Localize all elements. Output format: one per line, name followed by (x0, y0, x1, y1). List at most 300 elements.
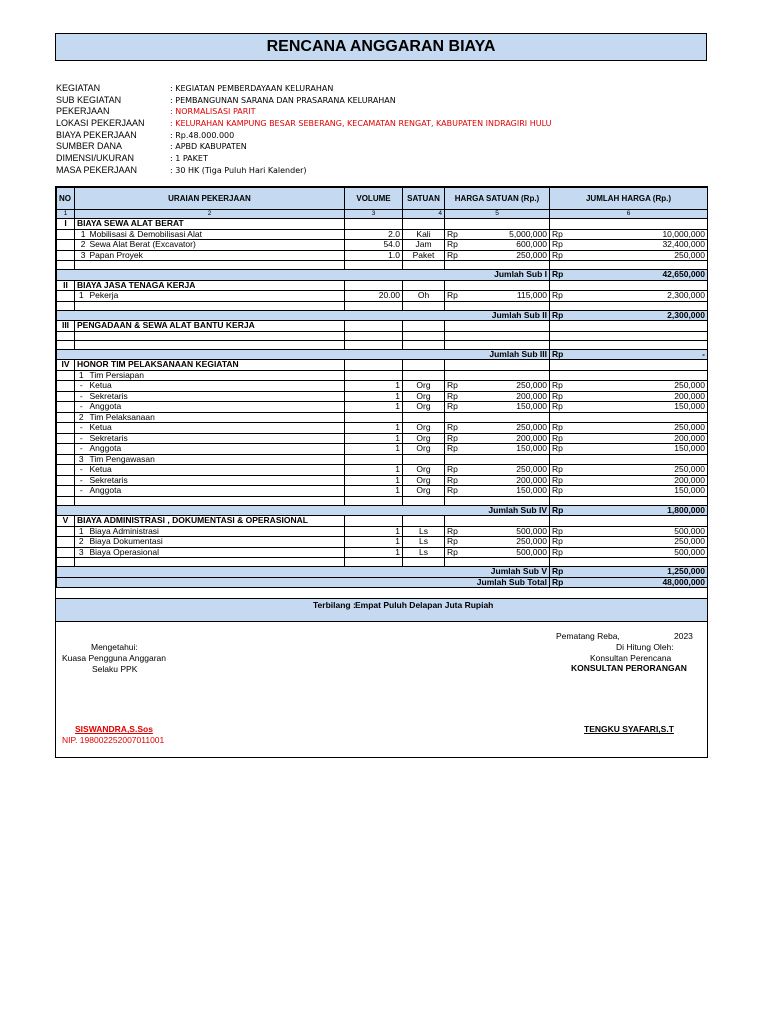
item-description: Biaya Dokumentasi (88, 537, 345, 548)
item-unit-price: 250,000 (465, 465, 550, 476)
item-row (57, 229, 708, 240)
item-total: 500,000 (568, 547, 708, 558)
item-unit-price: 500,000 (465, 526, 550, 537)
table-cell (445, 558, 465, 567)
info-value: : 30 HK (Tiga Puluh Hari Kalender) (170, 165, 307, 175)
blank-row (57, 301, 708, 310)
item-description: Sewa Alat Berat (Excavator) (88, 240, 345, 251)
item-description: Ketua (88, 381, 345, 392)
table-cell (57, 301, 75, 310)
group-index: 2 (75, 412, 88, 423)
table-cell (403, 261, 445, 270)
currency-label: Rp (550, 505, 568, 516)
table-cell (57, 402, 75, 413)
table-cell (403, 340, 445, 349)
item-description: Pekerja (88, 291, 345, 302)
item-unit: Org (403, 391, 445, 402)
item-description: Sekretaris (88, 433, 345, 444)
item-unit-price: 150,000 (465, 486, 550, 497)
terbilang-row (56, 598, 707, 622)
section-number: II (57, 280, 75, 291)
table-cell (550, 340, 568, 349)
table-cell (550, 219, 568, 230)
item-row (57, 433, 708, 444)
currency-label: Rp (445, 475, 465, 486)
col-number: 2 (75, 210, 345, 219)
table-cell (345, 261, 403, 270)
table-cell (568, 370, 708, 381)
item-unit: Org (403, 465, 445, 476)
item-volume: 1 (345, 475, 403, 486)
table-cell (403, 496, 445, 505)
item-index: - (75, 475, 88, 486)
subtotal-value: 1,800,000 (568, 505, 708, 516)
table-cell (75, 331, 345, 340)
item-total: 250,000 (568, 423, 708, 434)
table-cell (403, 321, 445, 332)
table-cell (403, 280, 445, 291)
blank-row (57, 496, 708, 505)
table-cell (403, 516, 445, 527)
subtotal-row (57, 349, 708, 360)
item-row (57, 465, 708, 476)
item-description: Sekretaris (88, 391, 345, 402)
item-unit: Oh (403, 291, 445, 302)
table-cell (57, 496, 75, 505)
item-unit: Org (403, 444, 445, 455)
item-unit: Org (403, 402, 445, 413)
info-row (56, 165, 696, 177)
table-cell (568, 496, 708, 505)
info-value: : APBD KABUPATEN (170, 142, 247, 152)
signature-right-name: TENGKU SYAFARI,S.T (584, 724, 674, 734)
table-cell (550, 454, 568, 465)
table-cell (465, 412, 550, 423)
table-cell (568, 360, 708, 371)
table-cell (75, 340, 345, 349)
item-row (57, 444, 708, 455)
currency-label: Rp (550, 423, 568, 434)
table-cell (403, 558, 445, 567)
table-cell (465, 370, 550, 381)
item-total: 200,000 (568, 433, 708, 444)
table-cell (550, 321, 568, 332)
currency-label: Rp (445, 465, 465, 476)
table-cell (345, 301, 403, 310)
item-row (57, 547, 708, 558)
table-cell (445, 496, 465, 505)
table-cell (568, 412, 708, 423)
table-cell (345, 340, 403, 349)
table-cell (465, 301, 550, 310)
table-cell (345, 516, 403, 527)
project-info (56, 83, 696, 177)
subtotal-label: Jumlah Sub V (57, 567, 550, 578)
table-cell (57, 486, 75, 497)
item-row (57, 423, 708, 434)
currency-label: Rp (550, 250, 568, 261)
item-unit-price: 150,000 (465, 444, 550, 455)
section-title: HONOR TIM PELAKSANAAN KEGIATAN (75, 360, 345, 371)
table-cell (403, 454, 445, 465)
subtotal-row (57, 577, 708, 588)
item-unit-price: 250,000 (465, 381, 550, 392)
table-cell (465, 516, 550, 527)
subtotal-value: 42,650,000 (568, 270, 708, 281)
table-cell (445, 321, 465, 332)
table-cell (445, 219, 465, 230)
item-description: Anggota (88, 486, 345, 497)
group-index: 1 (75, 370, 88, 381)
item-description: Biaya Administrasi (88, 526, 345, 537)
table-cell (57, 412, 75, 423)
table-cell (465, 261, 550, 270)
table-cell (445, 280, 465, 291)
info-label: BIAYA PEKERJAAN (56, 129, 137, 140)
table-cell (345, 331, 403, 340)
table-cell (550, 360, 568, 371)
section-row (57, 280, 708, 291)
header-satuan: SATUAN (403, 188, 445, 210)
section-number: III (57, 321, 75, 332)
item-row (57, 391, 708, 402)
item-row (57, 250, 708, 261)
item-total: 250,000 (568, 537, 708, 548)
table-cell (445, 331, 465, 340)
item-row (57, 381, 708, 392)
subtotal-label: Jumlah Sub III (57, 349, 550, 360)
currency-label: Rp (550, 240, 568, 251)
table-cell (465, 280, 550, 291)
currency-label: Rp (445, 423, 465, 434)
table-cell (403, 412, 445, 423)
table-cell (465, 558, 550, 567)
item-index: 2 (75, 240, 88, 251)
item-row (57, 240, 708, 251)
table-cell (345, 321, 403, 332)
currency-label: Rp (550, 270, 568, 281)
table-cell (345, 219, 403, 230)
table-cell (57, 465, 75, 476)
section-row (57, 516, 708, 527)
table-cell (57, 340, 75, 349)
item-volume: 1 (345, 537, 403, 548)
table-cell (550, 301, 568, 310)
subtotal-row (57, 505, 708, 516)
table-cell (57, 240, 75, 251)
item-volume: 1 (345, 391, 403, 402)
signature-left-line3: Selaku PPK (92, 664, 138, 674)
section-title: BIAYA JASA TENAGA KERJA (75, 280, 345, 291)
terbilang-value: Empat Puluh Delapan Juta Rupiah (355, 600, 494, 610)
signature-right-year: 2023 (674, 631, 693, 641)
group-title: Tim Persiapan (88, 370, 345, 381)
subtotal-value: - (568, 349, 708, 360)
item-unit-price: 200,000 (465, 391, 550, 402)
item-volume: 1 (345, 526, 403, 537)
subtotal-row (57, 567, 708, 578)
header-harga: HARGA SATUAN (Rp.) (445, 188, 550, 210)
currency-label: Rp (445, 402, 465, 413)
table-cell (445, 516, 465, 527)
item-index: 3 (75, 547, 88, 558)
section-number: IV (57, 360, 75, 371)
currency-label: Rp (550, 465, 568, 476)
document-title: RENCANA ANGGARAN BIAYA (55, 33, 707, 61)
group-row (57, 454, 708, 465)
table-cell (465, 321, 550, 332)
item-total: 150,000 (568, 402, 708, 413)
header-no: NO (57, 188, 75, 210)
header-jumlah: JUMLAH HARGA (Rp.) (550, 188, 708, 210)
table-cell (403, 360, 445, 371)
item-description: Mobilisasi & Demobilisasi Alat (88, 229, 345, 240)
budget-table-container (55, 186, 708, 758)
table-cell (57, 444, 75, 455)
currency-label: Rp (550, 349, 568, 360)
table-cell (75, 496, 345, 505)
info-value: : Rp.48.000.000 (170, 130, 235, 140)
item-total: 200,000 (568, 475, 708, 486)
currency-label: Rp (445, 229, 465, 240)
info-label: MASA PEKERJAAN (56, 164, 138, 175)
table-cell (465, 331, 550, 340)
subtotal-label: Jumlah Sub I (57, 270, 550, 281)
currency-label: Rp (550, 229, 568, 240)
info-value: : NORMALISASI PARIT (170, 107, 256, 117)
currency-label: Rp (550, 475, 568, 486)
item-total: 10,000,000 (568, 229, 708, 240)
table-cell (568, 331, 708, 340)
table-cell (568, 261, 708, 270)
info-row (56, 141, 696, 153)
item-unit: Ls (403, 537, 445, 548)
subtotal-label: Jumlah Sub Total (57, 577, 550, 588)
blank-row (57, 331, 708, 340)
item-unit: Ls (403, 547, 445, 558)
info-value: : KEGIATAN PEMBERDAYAAN KELURAHAN (170, 84, 334, 93)
table-cell (57, 526, 75, 537)
section-title: BIAYA SEWA ALAT BERAT (75, 219, 345, 230)
item-unit: Jam (403, 240, 445, 251)
blank-row (57, 558, 708, 567)
table-cell (57, 261, 75, 270)
table-cell (57, 250, 75, 261)
info-row (56, 130, 696, 142)
table-cell (57, 391, 75, 402)
item-volume: 1 (345, 423, 403, 434)
item-unit-price: 150,000 (465, 402, 550, 413)
item-total: 150,000 (568, 444, 708, 455)
table-cell (568, 516, 708, 527)
item-unit-price: 5,000,000 (465, 229, 550, 240)
table-cell (445, 340, 465, 349)
signature-left-nip: NIP. 198002252007011001 (62, 735, 165, 745)
table-cell (57, 331, 75, 340)
blank-row (57, 340, 708, 349)
table-cell (445, 301, 465, 310)
item-unit: Org (403, 486, 445, 497)
item-unit: Paket (403, 250, 445, 261)
blank-row (57, 261, 708, 270)
table-cell (57, 547, 75, 558)
currency-label: Rp (550, 391, 568, 402)
item-volume: 2.0 (345, 229, 403, 240)
item-index: - (75, 381, 88, 392)
item-total: 32,400,000 (568, 240, 708, 251)
currency-label: Rp (445, 291, 465, 302)
item-total: 200,000 (568, 391, 708, 402)
section-row (57, 321, 708, 332)
group-index: 3 (75, 454, 88, 465)
table-cell (568, 340, 708, 349)
table-cell (445, 261, 465, 270)
table-cell (57, 475, 75, 486)
table-cell (568, 558, 708, 567)
table-cell (550, 261, 568, 270)
table-cell (568, 454, 708, 465)
item-row (57, 291, 708, 302)
currency-label: Rp (550, 310, 568, 321)
table-cell (465, 360, 550, 371)
info-row (56, 153, 696, 165)
currency-label: Rp (550, 486, 568, 497)
currency-label: Rp (445, 240, 465, 251)
section-title: PENGADAAN & SEWA ALAT BANTU KERJA (75, 321, 345, 332)
signature-right-line3: Konsultan Perencana (590, 653, 672, 663)
item-unit-price: 115,000 (465, 291, 550, 302)
info-label: KEGIATAN (56, 83, 101, 93)
item-description: Ketua (88, 465, 345, 476)
table-cell (57, 558, 75, 567)
group-title: Tim Pelaksanaan (88, 412, 345, 423)
item-volume: 1 (345, 381, 403, 392)
item-description: Anggota (88, 444, 345, 455)
item-total: 500,000 (568, 526, 708, 537)
currency-label: Rp (550, 547, 568, 558)
currency-label: Rp (445, 444, 465, 455)
currency-label: Rp (550, 567, 568, 578)
table-cell (57, 291, 75, 302)
item-unit: Org (403, 381, 445, 392)
table-cell (57, 537, 75, 548)
info-row (56, 106, 696, 118)
currency-label: Rp (445, 537, 465, 548)
table-cell (550, 331, 568, 340)
table-cell (57, 381, 75, 392)
col-number: 3 (345, 210, 403, 219)
item-description: Biaya Operasional (88, 547, 345, 558)
subtotal-value: 48,000,000 (568, 577, 708, 588)
table-cell (465, 496, 550, 505)
info-value: : 1 PAKET (170, 154, 208, 164)
item-row (57, 537, 708, 548)
table-cell (75, 261, 345, 270)
item-volume: 1.0 (345, 250, 403, 261)
table-cell (345, 280, 403, 291)
info-value: : KELURAHAN KAMPUNG BESAR SEBERANG, KECAMATAN RENGAT, KABUPATEN INDRAGIRI HULU (170, 119, 552, 129)
item-index: - (75, 444, 88, 455)
table-cell (465, 219, 550, 230)
item-index: - (75, 391, 88, 402)
currency-label: Rp (445, 381, 465, 392)
info-label: SUB KEGIATAN (56, 94, 122, 105)
table-cell (568, 321, 708, 332)
item-row (57, 475, 708, 486)
info-row (56, 83, 696, 95)
currency-label: Rp (445, 547, 465, 558)
section-row (57, 219, 708, 230)
table-cell (75, 558, 345, 567)
col-number: 6 (550, 210, 708, 219)
table-cell (345, 454, 403, 465)
header-uraian: URAIAN PEKERJAAN (75, 188, 345, 210)
table-cell (465, 454, 550, 465)
budget-table (56, 187, 708, 588)
section-number: I (57, 219, 75, 230)
table-cell (345, 558, 403, 567)
signature-right-line4: KONSULTAN PERORANGAN (571, 663, 687, 673)
item-index: - (75, 465, 88, 476)
item-index: 1 (75, 229, 88, 240)
table-cell (568, 280, 708, 291)
subtotal-row (57, 270, 708, 281)
item-row (57, 402, 708, 413)
table-cell (403, 370, 445, 381)
table-cell (403, 219, 445, 230)
table-cell (568, 219, 708, 230)
signature-right-line2: Di Hitung Oleh: (616, 642, 674, 652)
table-cell (550, 516, 568, 527)
table-cell (550, 496, 568, 505)
currency-label: Rp (550, 526, 568, 537)
item-volume: 1 (345, 547, 403, 558)
item-volume: 1 (345, 433, 403, 444)
item-total: 2,300,000 (568, 291, 708, 302)
group-row (57, 370, 708, 381)
group-row (57, 412, 708, 423)
item-row (57, 486, 708, 497)
terbilang-label: Terbilang : (313, 600, 356, 610)
item-total: 250,000 (568, 381, 708, 392)
table-cell (403, 301, 445, 310)
currency-label: Rp (445, 250, 465, 261)
currency-label: Rp (550, 444, 568, 455)
table-cell (345, 370, 403, 381)
subtotal-row (57, 310, 708, 321)
signature-left-line1: Mengetahui: (91, 642, 138, 652)
table-cell (465, 340, 550, 349)
item-unit-price: 250,000 (465, 250, 550, 261)
section-title: BIAYA ADMINISTRASI , DOKUMENTASI & OPERASIONAL (75, 516, 345, 527)
group-title: Tim Pengawasan (88, 454, 345, 465)
table-cell (75, 301, 345, 310)
item-index: - (75, 423, 88, 434)
col-number: 4 (403, 210, 445, 219)
item-unit-price: 200,000 (465, 475, 550, 486)
item-row (57, 526, 708, 537)
item-total: 250,000 (568, 465, 708, 476)
info-row (56, 95, 696, 107)
table-cell (568, 301, 708, 310)
column-number-row (57, 210, 708, 219)
table-cell (345, 360, 403, 371)
table-header-row (57, 188, 708, 210)
item-index: 1 (75, 526, 88, 537)
currency-label: Rp (445, 526, 465, 537)
item-index: 1 (75, 291, 88, 302)
table-cell (403, 331, 445, 340)
